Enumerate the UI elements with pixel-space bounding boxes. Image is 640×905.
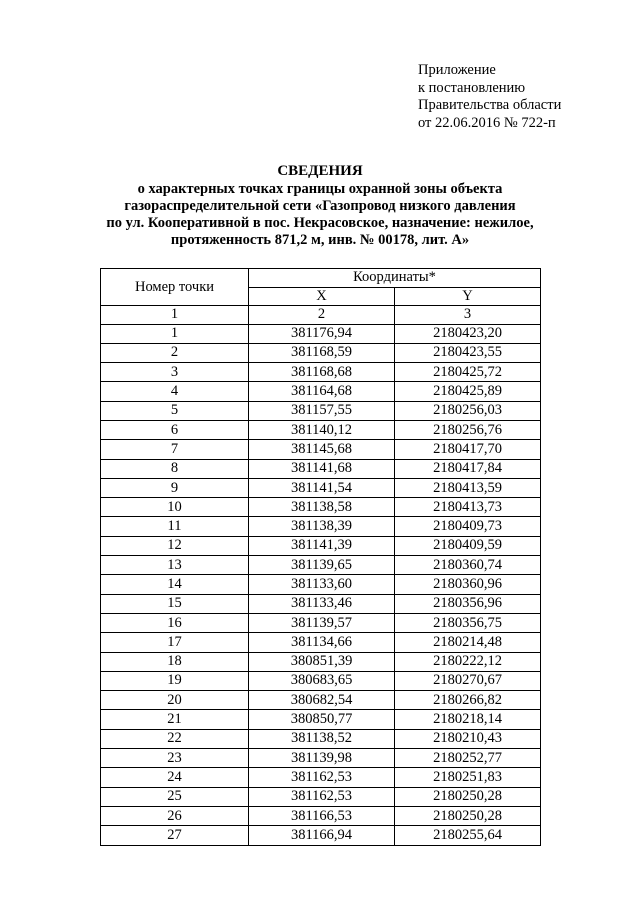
y-coordinate-cell: 2180417,70: [395, 440, 541, 459]
x-coordinate-cell: 381138,52: [249, 729, 395, 748]
x-coordinate-cell: 381168,68: [249, 363, 395, 382]
point-number-cell: 11: [101, 517, 249, 536]
x-coordinate-cell: 381166,53: [249, 806, 395, 825]
table-row: [101, 806, 541, 825]
y-coordinate-cell: 2180356,96: [395, 594, 541, 613]
y-coordinate-cell: 2180423,55: [395, 343, 541, 362]
y-coordinate-cell: 2180425,72: [395, 363, 541, 382]
x-coordinate-cell: 381162,53: [249, 768, 395, 787]
point-number-cell: 12: [101, 536, 249, 555]
coordinates-header: Координаты*: [249, 269, 541, 288]
y-coordinate-cell: 2180423,20: [395, 324, 541, 343]
x-coordinate-cell: 380851,39: [249, 652, 395, 671]
x-coordinate-cell: 381141,39: [249, 536, 395, 555]
table-row: [101, 556, 541, 575]
y-coordinate-cell: 2180256,76: [395, 420, 541, 439]
table-row: [101, 363, 541, 382]
table-row: [101, 710, 541, 729]
point-number-cell: 1: [101, 324, 249, 343]
x-coordinate-cell: 381176,94: [249, 324, 395, 343]
table-row: [101, 517, 541, 536]
table-row: [101, 768, 541, 787]
y-coordinate-cell: 2180270,67: [395, 671, 541, 690]
y-coordinate-cell: 2180417,84: [395, 459, 541, 478]
table-row: [101, 401, 541, 420]
table-row: [101, 478, 541, 497]
point-number-cell: 16: [101, 613, 249, 632]
y-coordinate-cell: 2180251,83: [395, 768, 541, 787]
point-number-cell: 6: [101, 420, 249, 439]
y-coordinate-cell: 2180409,73: [395, 517, 541, 536]
heading-line: газораспределительной сети «Газопровод низкого давления: [124, 198, 516, 214]
y-coordinate-cell: 2180210,43: [395, 729, 541, 748]
point-number-cell: 3: [101, 363, 249, 382]
point-number-cell: 26: [101, 806, 249, 825]
column-number: 1: [101, 306, 249, 325]
point-number-cell: 19: [101, 671, 249, 690]
heading-line: по ул. Кооперативной в пос. Некрасовское, назначение: нежилое,: [106, 215, 534, 231]
table-row: [101, 498, 541, 517]
column-number: 3: [395, 306, 541, 325]
document-heading: [100, 163, 540, 249]
x-coordinate-cell: 381139,65: [249, 556, 395, 575]
y-coordinate-cell: 2180252,77: [395, 749, 541, 768]
table-row: [101, 343, 541, 362]
x-coordinate-cell: 381134,66: [249, 633, 395, 652]
point-number-cell: 23: [101, 749, 249, 768]
x-header: X: [249, 287, 395, 306]
point-number-cell: 27: [101, 826, 249, 845]
point-number-cell: 5: [101, 401, 249, 420]
point-number-cell: 7: [101, 440, 249, 459]
x-coordinate-cell: 381133,46: [249, 594, 395, 613]
table-row: [101, 324, 541, 343]
point-number-cell: 10: [101, 498, 249, 517]
point-number-cell: 25: [101, 787, 249, 806]
y-coordinate-cell: 2180250,28: [395, 787, 541, 806]
table-row: [101, 536, 541, 555]
table-row: [101, 459, 541, 478]
x-coordinate-cell: 380850,77: [249, 710, 395, 729]
x-coordinate-cell: 381140,12: [249, 420, 395, 439]
table-row: [101, 671, 541, 690]
table-row: [101, 749, 541, 768]
table-row: [101, 594, 541, 613]
table-row: [101, 691, 541, 710]
x-coordinate-cell: 381162,53: [249, 787, 395, 806]
column-number: 2: [249, 306, 395, 325]
y-coordinate-cell: 2180413,59: [395, 478, 541, 497]
x-coordinate-cell: 380682,54: [249, 691, 395, 710]
point-number-header: Номер точки: [101, 269, 249, 306]
y-coordinate-cell: 2180250,28: [395, 806, 541, 825]
coordinates-table: [100, 268, 541, 846]
y-coordinate-cell: 2180356,75: [395, 613, 541, 632]
x-coordinate-cell: 381157,55: [249, 401, 395, 420]
point-number-cell: 22: [101, 729, 249, 748]
y-coordinate-cell: 2180218,14: [395, 710, 541, 729]
x-coordinate-cell: 381145,68: [249, 440, 395, 459]
table-row: [101, 613, 541, 632]
point-number-cell: 4: [101, 382, 249, 401]
y-coordinate-cell: 2180266,82: [395, 691, 541, 710]
heading-line: протяженность 871,2 м, инв. № 00178, лит. А»: [170, 232, 470, 248]
table-row: [101, 729, 541, 748]
y-header: Y: [395, 287, 541, 306]
point-number-cell: 15: [101, 594, 249, 613]
y-coordinate-cell: 2180222,12: [395, 652, 541, 671]
y-coordinate-cell: 2180425,89: [395, 382, 541, 401]
x-coordinate-cell: 381138,58: [249, 498, 395, 517]
y-coordinate-cell: 2180360,96: [395, 575, 541, 594]
y-coordinate-cell: 2180214,48: [395, 633, 541, 652]
table-row: [101, 382, 541, 401]
point-number-cell: 13: [101, 556, 249, 575]
x-coordinate-cell: 381168,59: [249, 343, 395, 362]
point-number-cell: 8: [101, 459, 249, 478]
x-coordinate-cell: 381166,94: [249, 826, 395, 845]
point-number-cell: 24: [101, 768, 249, 787]
table-row: [101, 787, 541, 806]
x-coordinate-cell: 381139,57: [249, 613, 395, 632]
appendix-line: Приложение: [418, 62, 496, 78]
x-coordinate-cell: 381141,68: [249, 459, 395, 478]
point-number-cell: 18: [101, 652, 249, 671]
x-coordinate-cell: 380683,65: [249, 671, 395, 690]
x-coordinate-cell: 381138,39: [249, 517, 395, 536]
appendix-line: Правительства области: [418, 97, 562, 113]
appendix-line: к постановлению: [418, 79, 526, 96]
table-row: [101, 440, 541, 459]
table-body: [101, 324, 541, 845]
table-row: [101, 826, 541, 845]
point-number-cell: 2: [101, 343, 249, 362]
table-row: [101, 633, 541, 652]
appendix-block: [418, 62, 561, 132]
y-coordinate-cell: 2180360,74: [395, 556, 541, 575]
table-row: [101, 652, 541, 671]
x-coordinate-cell: 381141,54: [249, 478, 395, 497]
y-coordinate-cell: 2180256,03: [395, 401, 541, 420]
x-coordinate-cell: 381139,98: [249, 749, 395, 768]
document-title: СВЕДЕНИЯ: [277, 163, 363, 179]
heading-line: о характерных точках границы охранной зоны объекта: [137, 181, 503, 197]
x-coordinate-cell: 381164,68: [249, 382, 395, 401]
y-coordinate-cell: 2180255,64: [395, 826, 541, 845]
appendix-line: от 22.06.2016 № 722-п: [418, 114, 556, 131]
point-number-cell: 9: [101, 478, 249, 497]
y-coordinate-cell: 2180409,59: [395, 536, 541, 555]
table-row: [101, 575, 541, 594]
x-coordinate-cell: 381133,60: [249, 575, 395, 594]
point-number-cell: 20: [101, 691, 249, 710]
point-number-cell: 17: [101, 633, 249, 652]
table-row: [101, 420, 541, 439]
point-number-cell: 14: [101, 575, 249, 594]
y-coordinate-cell: 2180413,73: [395, 498, 541, 517]
point-number-cell: 21: [101, 710, 249, 729]
